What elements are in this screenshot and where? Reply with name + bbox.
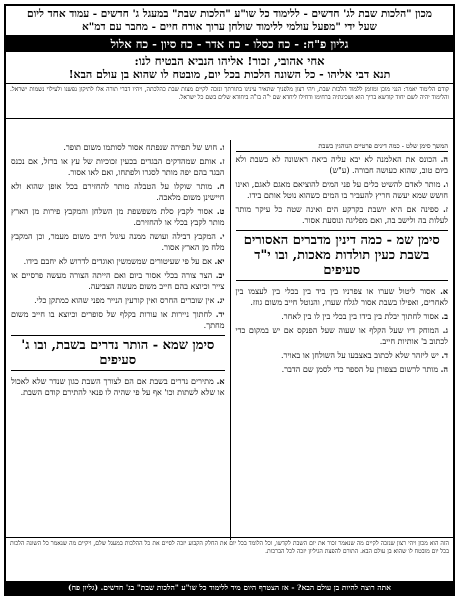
paragraph	[236, 350, 449, 361]
paragraph	[11, 270, 225, 292]
paragraph-number: א.	[440, 286, 449, 296]
continuation-header: המשך סימן שלט - כמה דינים פרטיים הנוהגין בשבת	[236, 142, 449, 152]
paragraph-text: הצר צורה בכלי אסור ביום ואם הייתה הצורה מעשה פרסיים או צייר וכיוצא בהם חייב משום מעשה הצביעה.	[11, 271, 225, 291]
paragraph-number: יג.	[216, 295, 225, 305]
paragraph	[11, 181, 225, 203]
paragraph-number: ב.	[441, 311, 448, 321]
paragraph-number: ג.	[442, 325, 449, 335]
paragraph-text: יש ליזהר שלא לכתוב באצבעו על השולחן או באויר.	[280, 351, 439, 360]
right-column	[230, 140, 454, 540]
paragraph	[11, 309, 225, 331]
paragraph	[236, 179, 449, 201]
paragraph-text: לחתוך ניירות או עורות בקלף של סופרים וכיוצא בו חייב משום מחתך.	[11, 310, 225, 330]
paragraph-number: ו.	[219, 142, 225, 152]
paragraph-number: ז.	[219, 156, 225, 166]
paragraph	[236, 204, 449, 226]
paragraph-number: ה.	[440, 364, 448, 374]
paragraph-text: אותם שמהדקים הבגדים בכעין זכוכיות של עץ או ברזל, אם נכנס הבגד בהם יפה מותר לסגרו ולפתחו, ואם לאו אסור.	[11, 157, 225, 177]
paragraph-text: המוחק דיו שעל הקלף או שעוה שעל הפנקס אם יש במקום כדי לכתוב ב' אותיות חייב.	[235, 326, 448, 346]
paragraph-number: ט.	[216, 206, 225, 216]
paragraph	[236, 364, 449, 375]
paragraph	[11, 156, 225, 178]
footer-text: הזה הוא מכון ויהי רצון שנזכה לקיים מה שנאמר זכור את יום השבת לקדשו, וכל הלומד בכל יום את החלק הקבוע יזכה לסיים את כל ההלכות במעגל שלם, ויקיים מה שנאמר כל השונה הלכות בכל יום מובטח לו שהוא בן עולם הבא. התורם להפצת הגיליון יזכה לכל הברכות.	[10, 540, 449, 555]
paragraph	[236, 311, 449, 322]
paragraph-number: ה.	[440, 154, 449, 164]
left-column	[6, 140, 230, 540]
paragraph	[236, 325, 449, 347]
footer-bar: אתה רוצה להיות בן עולם הבא? - אז הצטרף היום מיד ללימוד כל שו"ע "הלכות שבת" בג' חדשים. (גליון פח)	[6, 581, 453, 594]
paragraph-text: חוש של תפירה שנפתח אסור לסותמו משום תופר.	[63, 143, 218, 152]
paragraph-text: הכונס את האלמנה לא יבא עליה ביאה ראשונה לא בשבת ולא ביום טוב, שהוא כעושה חבורה. (ע"ש)	[235, 155, 448, 175]
paragraph-number: יב.	[215, 270, 225, 280]
paragraph	[11, 206, 225, 228]
paragraph-text: אסור לקבץ סלת משפשפת מן השלחן והמקבץ פירות מן הארץ מותר לקבץ בכלי או להחזירם.	[11, 207, 225, 227]
paragraph	[236, 286, 449, 308]
paragraph-text: ספינה אם היא יושבת בקרקע הים ואינה שטה כל עיקר מותר לעלות בה ולישב בה, ואם מפליגה ונוסעת אסור.	[235, 205, 448, 225]
paragraph-number: יא.	[214, 256, 225, 266]
section-title: סימן שמא - הותר נדרים בשבת, ובו ג' סעיפים	[11, 335, 225, 371]
issue-bar: גליון פ"ח: - כח כסלו - כח אדר - כח סיון - כח אלול	[6, 36, 453, 52]
header-line-1: מכון "הלכות שבת לג' חדשים - ללימוד כל שו"ע "הלכות שבת" במעגל ג' חדשים - עמוד אחד ליום	[27, 8, 432, 20]
paragraph-text: מותר לאדם להשיט כלים על פני המים להוציאם מאגם לאגם, ואינו חושש שמא יעשה חריץ להעביר בו המים כשהוא נוטל אותם בידו.	[235, 180, 448, 200]
paragraph-text: אין שוברים החרס ואין קורעין הנייר מפני שהוא כמתקן כלי.	[34, 296, 215, 305]
paragraph-text: מתירים נדרים בשבת אם הם לצורך השבת כגון שנדר שלא לאכול או שלא לשתות וכו' אף על פי שהיה לו פנאי להתירם קודם השבת.	[11, 377, 225, 397]
footer	[6, 537, 453, 594]
paragraph-text: אסור לחתוך יבלת בין בידו בין בכלי בין לו בין לאחר.	[281, 312, 439, 321]
paragraph	[11, 231, 225, 253]
paragraph	[11, 295, 225, 306]
paragraph	[11, 256, 225, 267]
paragraph-text: אם על פי שעיטורים שמשמשין ואוגדים לדרוש לא יחבם בידו.	[23, 257, 212, 266]
header	[6, 6, 453, 36]
intro-text: קודם הלימוד יאמר: הנני מוכן ומזומן ללמוד הלכות שבת, ויהי רצון מלפניך שתאיר עינינו בתורתך ונזכה לקיים מצות שבת כהלכתה, ויהיו דברי תורה אלו לתיקון נפשנו ולעילוי נשמות ישראל. והלימוד יהיה לשם יחוד קודשא בריך הוא ושכינתיה ברחימו ודחילו ליחדא שם י"ה בו"ה ביחודא שלים בשם כל ישראל.	[6, 84, 453, 119]
paragraph-text: המקבץ דבילה ועושה ממנה עיגול חייב משום מעמר, וכן המקבץ מלח מן הארץ אסור.	[11, 232, 225, 252]
columns	[6, 140, 453, 540]
paragraph-text: אסור ליטול שערו או צפרניו בין ביד בין בכלי בין לעצמו בין לאחרים, ואפילו בשבת אסור לגלח שערו, והנוטל חייב משום גוזז.	[235, 287, 448, 307]
paragraph-number: ז.	[442, 204, 448, 214]
paragraph-number: ד.	[441, 350, 448, 360]
paragraph-number: ח.	[216, 181, 225, 191]
page-frame	[4, 4, 455, 596]
paragraph-text: מותר לרשום בצפורן על הספר כדי לסמן שם הדבר.	[281, 365, 439, 374]
title-2: תנא דבי אליהו - כל השונה הלכות בכל יום, מובטח לו שהוא בן עולם הבא!	[6, 68, 453, 84]
paragraph	[236, 154, 449, 176]
paragraph-text: מותר שוקלו על הטבלה מותר להחזירם בכל אופן שהוא ולא חיישינן משום מלאכה.	[11, 182, 225, 202]
section-title: סימן שמ - כמה דינין מדברים האסורים בשבת כעין תולדות מאכות, ובו י"ד סעיפים	[236, 230, 449, 281]
header-line-2: שעל ידי "מפעל עולמי ללימוד שולחן ערוך אורח חיים - מחבר עם דמ"א	[82, 21, 377, 33]
paragraph-number: יד.	[215, 309, 225, 319]
paragraph	[11, 142, 225, 153]
paragraph-number: י.	[219, 231, 225, 241]
paragraph-number: ו.	[443, 179, 448, 189]
paragraph-number: א.	[216, 376, 225, 386]
title-1: אחי אהובי, זכור! אליהו הנביא הבטיח לנו:	[134, 54, 325, 68]
paragraph	[11, 376, 225, 398]
